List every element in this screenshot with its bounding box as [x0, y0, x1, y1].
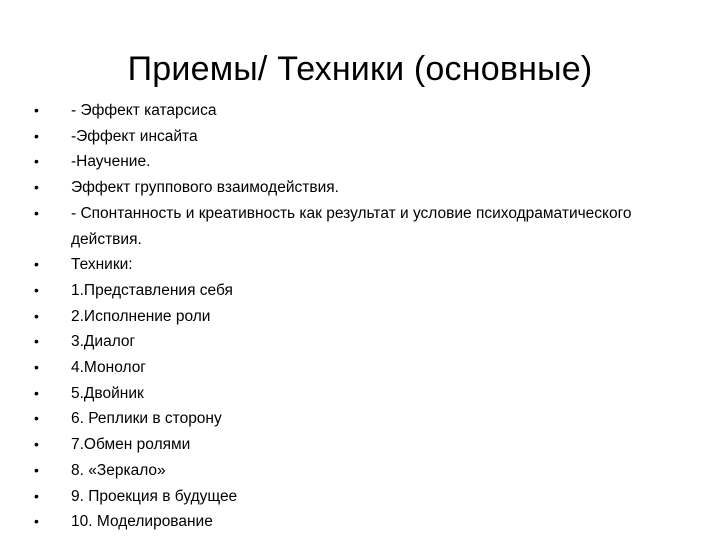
- list-item-text: 9. Проекция в будущее: [71, 487, 238, 505]
- list-item: [34, 329, 694, 355]
- list-item: [34, 124, 694, 150]
- list-item-text: 6. Реплики в сторону: [71, 410, 222, 428]
- list-item-text: Эффект группового взаимодействия.: [71, 179, 339, 197]
- list-item: [34, 149, 694, 175]
- list-item: [34, 355, 694, 381]
- bullet-icon: •: [34, 359, 39, 376]
- list-item-text: 3.Диалог: [71, 333, 136, 351]
- bullet-icon: •: [34, 333, 39, 350]
- bullet-icon: •: [34, 153, 39, 170]
- bullet-icon: •: [34, 487, 39, 504]
- list-item-text: 7.Обмен ролями: [71, 436, 191, 454]
- list-item-text: 2.Исполнение роли: [71, 307, 211, 325]
- list-item-text: 10. Моделирование: [71, 513, 213, 531]
- list-item: [34, 304, 694, 330]
- list-item: [34, 406, 694, 432]
- list-item-text: 8. «Зеркало»: [71, 461, 166, 479]
- bullet-icon: •: [34, 461, 39, 478]
- bullet-icon: •: [34, 179, 39, 196]
- list-item: [34, 175, 694, 201]
- list-item: [34, 278, 694, 304]
- bullet-icon: •: [34, 384, 39, 401]
- bullet-icon: •: [34, 127, 39, 144]
- bullet-list: [34, 98, 694, 535]
- bullet-icon: •: [34, 204, 39, 221]
- list-item-text: 1.Представления себя: [71, 281, 233, 299]
- list-item: [34, 98, 694, 124]
- list-item: [34, 252, 694, 278]
- list-item-text: Техники:: [71, 256, 133, 274]
- bullet-icon: •: [34, 436, 39, 453]
- list-item: [34, 484, 694, 510]
- list-item: [34, 381, 694, 407]
- list-item-text: -Научение.: [71, 153, 151, 171]
- list-item: [34, 458, 694, 484]
- bullet-icon: •: [34, 102, 39, 118]
- bullet-icon: •: [34, 513, 39, 530]
- list-item-text: - Эффект катарсиса: [71, 102, 217, 119]
- bullet-icon: •: [34, 256, 39, 273]
- page-title: Приемы/ Техники (основные): [127, 50, 593, 88]
- list-item-text: - Спонтанность и креативность как результат и условие психодраматического действия.: [71, 204, 632, 248]
- bullet-icon: •: [34, 307, 39, 324]
- bullet-icon: •: [34, 281, 39, 298]
- list-item-text: 4.Монолог: [71, 359, 146, 377]
- bullet-icon: •: [34, 410, 39, 427]
- list-item-text: -Эффект инсайта: [71, 127, 198, 145]
- list-item-text: 5.Двойник: [71, 384, 144, 402]
- list-item: [34, 432, 694, 458]
- list-item: [34, 509, 694, 535]
- list-item: [34, 201, 694, 252]
